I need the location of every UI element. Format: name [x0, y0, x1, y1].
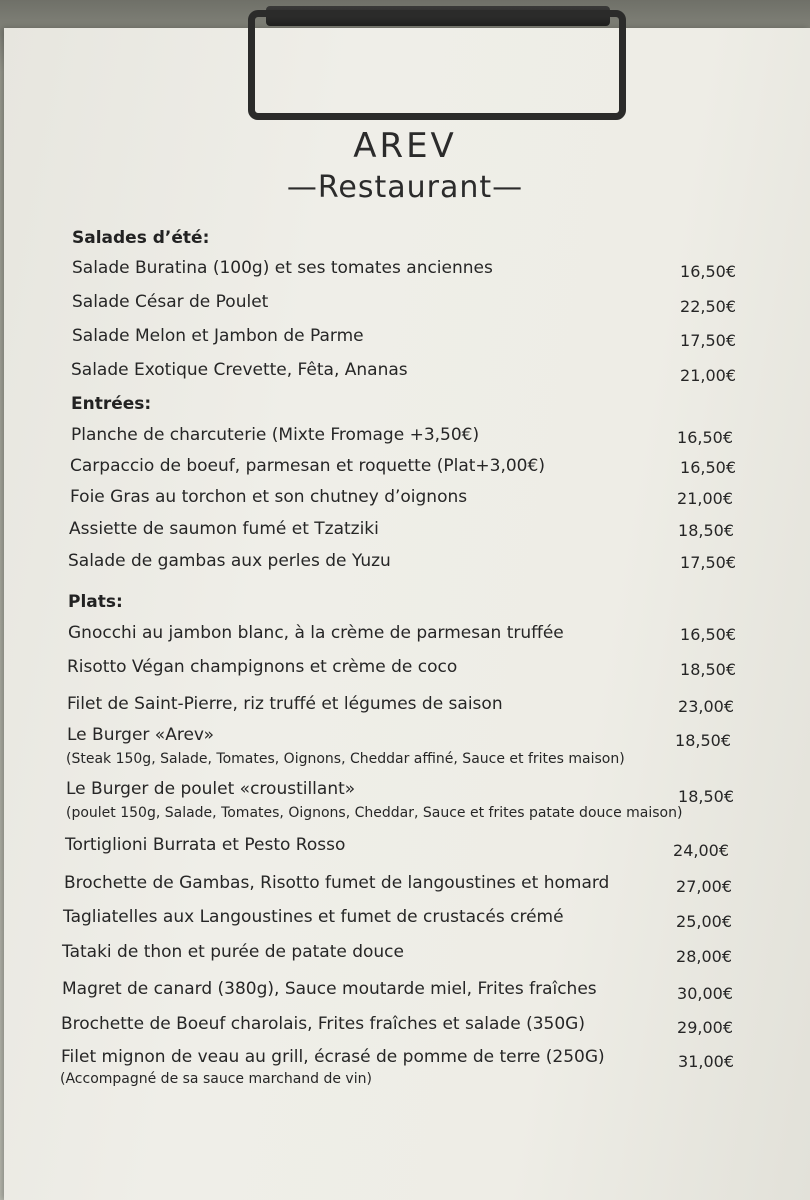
- menu-item-price: 16,50€: [680, 458, 736, 477]
- menu-item-name: Planche de charcuterie (Mixte Fromage +3,50€): [71, 425, 480, 445]
- menu-item-price: 17,50€: [680, 331, 736, 350]
- menu-item-price: 31,00€: [678, 1052, 734, 1071]
- menu-item-note: (poulet 150g, Salade, Tomates, Oignons, Cheddar, Sauce et frites patate douce maison): [66, 805, 683, 821]
- menu-item-note: (Steak 150g, Salade, Tomates, Oignons, Cheddar affiné, Sauce et frites maison): [66, 751, 625, 767]
- menu-item-note: (Accompagné de sa sauce marchand de vin): [60, 1071, 372, 1087]
- menu-item-name: Salade César de Poulet: [72, 292, 269, 312]
- clipboard-clip: [248, 10, 620, 114]
- menu-item-price: 22,50€: [680, 297, 736, 316]
- menu-item-name: Filet de Saint-Pierre, riz truffé et légumes de saison: [67, 694, 503, 714]
- menu-item-name: Salade Melon et Jambon de Parme: [72, 326, 364, 346]
- clip-frame: [248, 10, 626, 120]
- menu-item-name: Salade Buratina (100g) et ses tomates anciennes: [72, 258, 493, 278]
- restaurant-name: AREV: [353, 126, 457, 166]
- restaurant-subtitle: —Restaurant—: [286, 170, 524, 205]
- menu-item-price: 18,50€: [680, 660, 736, 679]
- menu-item-name: Salade Exotique Crevette, Fêta, Ananas: [71, 360, 408, 380]
- menu-item-price: 24,00€: [673, 841, 729, 860]
- menu-item-price: 29,00€: [677, 1018, 733, 1037]
- menu-item-price: 18,50€: [675, 731, 731, 750]
- menu-item-name: Filet mignon de veau au grill, écrasé de pomme de terre (250G): [61, 1047, 605, 1067]
- menu-item-name: Le Burger de poulet «croustillant»: [66, 779, 356, 799]
- menu-item-price: 21,00€: [680, 366, 736, 385]
- menu-item-price: 18,50€: [678, 521, 734, 540]
- menu-item-price: 30,00€: [677, 984, 733, 1003]
- menu-item-name: Risotto Végan champignons et crème de coco: [67, 657, 458, 677]
- menu-item-price: 17,50€: [680, 553, 736, 572]
- menu-item-name: Foie Gras au torchon et son chutney d’oignons: [70, 487, 468, 507]
- menu-item-price: 16,50€: [677, 428, 733, 447]
- menu-item-name: Brochette de Gambas, Risotto fumet de langoustines et homard: [64, 873, 610, 893]
- menu-item-name: Brochette de Boeuf charolais, Frites fraîches et salade (350G): [61, 1014, 585, 1034]
- menu-item-name: Gnocchi au jambon blanc, à la crème de parmesan truffée: [68, 623, 564, 643]
- section-salades: Salades d’été:: [72, 228, 210, 248]
- menu-item-name: Carpaccio de boeuf, parmesan et roquette (Plat+3,00€): [70, 456, 545, 476]
- menu-item-price: 21,00€: [677, 489, 733, 508]
- menu-item-name: Le Burger «Arev»: [67, 725, 215, 745]
- menu-item-name: Tagliatelles aux Langoustines et fumet de crustacés crémé: [63, 907, 564, 927]
- menu-item-price: 16,50€: [680, 625, 736, 644]
- menu-item-price: 18,50€: [678, 787, 734, 806]
- menu-item-name: Assiette de saumon fumé et Tzatziki: [69, 519, 379, 539]
- menu-item-name: Tataki de thon et purée de patate douce: [62, 942, 404, 962]
- menu-item-name: Salade de gambas aux perles de Yuzu: [68, 551, 391, 571]
- menu-item-price: 25,00€: [676, 912, 732, 931]
- menu-item-name: Tortiglioni Burrata et Pesto Rosso: [65, 835, 346, 855]
- menu-item-name: Magret de canard (380g), Sauce moutarde miel, Frites fraîches: [62, 979, 597, 999]
- menu-item-price: 28,00€: [676, 947, 732, 966]
- menu-item-price: 23,00€: [678, 697, 734, 716]
- menu-item-price: 16,50€: [680, 262, 736, 281]
- menu-item-price: 27,00€: [676, 877, 732, 896]
- section-plats: Plats:: [68, 592, 123, 612]
- section-entrees: Entrées:: [71, 394, 152, 414]
